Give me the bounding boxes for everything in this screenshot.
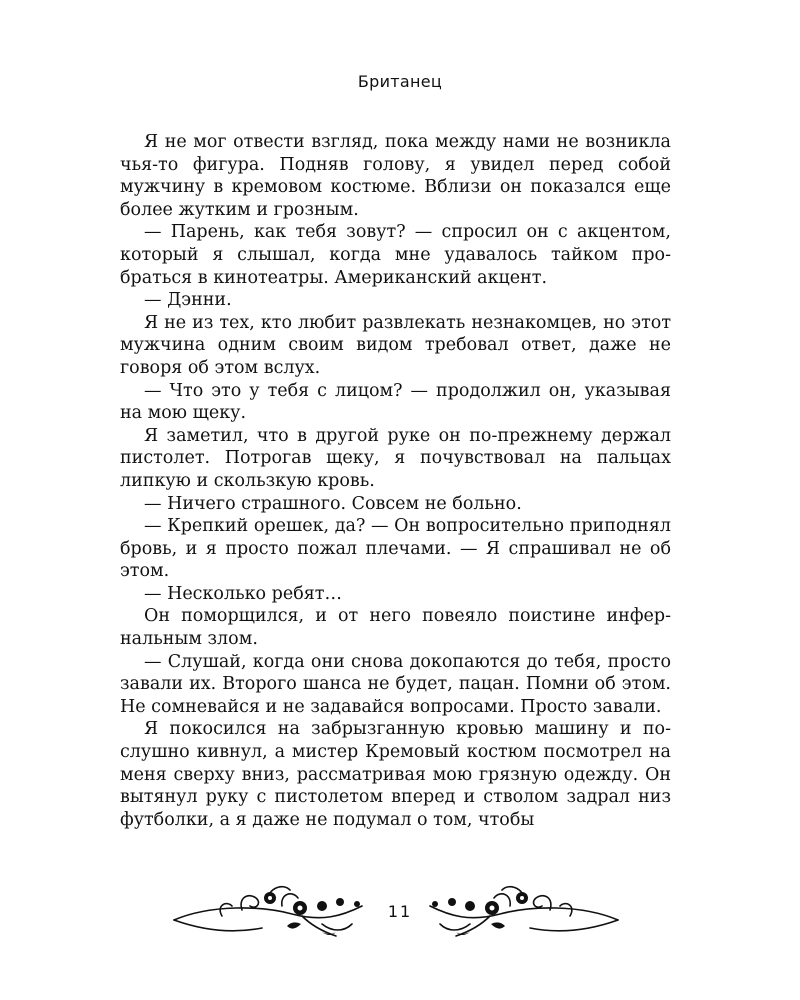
paragraph: Я не мог отвести взгляд, пока между нами не возникла чья-то фигура. Подняв голову, я увидел перед собой мужчину в кремовом костюме. Вблизи он показался еще более жутким и грозным.: [120, 132, 671, 220]
paragraph: — Ничего страшного. Совсем не больно.: [144, 493, 522, 514]
paragraph: — Несколько ребят…: [144, 583, 342, 604]
paragraph: — Что это у тебя с лицом? — продолжил он, указывая на мою щеку.: [120, 380, 671, 424]
paragraph: Он поморщился, и от него повеяло поистине инфернальным злом.: [120, 606, 671, 650]
paragraph: — Слушай, когда они снова докопаются до тебя, просто завали их. Второго шанса не будет, пацан. Помни об этом. Не сомневайся и не задавайся вопросами. Просто завали.: [120, 651, 671, 717]
paragraph: — Дэнни.: [144, 290, 232, 311]
paragraph: Я покосился на забрызганную кровью машину и послушно кивнул, а мистер Кремовый костюм посмотрел на меня сверху вниз, рассматривая мою грязную одежду. Он вытянул руку с пистолетом вперед и стволом задрал низ футболки, а я даже не подумал о том, чтобы: [120, 719, 671, 830]
paragraph: Я не из тех, кто любит развлекать незнакомцев, но этот мужчина одним своим видом требовал ответ, даже не говоря об этом вслух.: [120, 312, 671, 378]
body-text: [120, 131, 671, 831]
floral-ornament-right-icon: [420, 876, 620, 942]
paragraph: Я заметил, что в другой руке он по-прежнему держал пистолет. Потрогав щеку, я почувствовал на пальцах липкую и скользкую кровь.: [120, 425, 671, 491]
page-number: 11: [387, 902, 413, 921]
paragraph: — Крепкий орешек, да? — Он вопросительно приподнял бровь, и я просто пожал плечами. — Я спрашивал не об этом.: [120, 516, 671, 582]
running-head: Британец: [357, 72, 443, 91]
paragraph: — Парень, как тебя зовут? — спросил он с акцентом, который я слышал, когда мне удавалось тайком пробраться в кинотеатры. Американский акцент.: [120, 222, 671, 288]
